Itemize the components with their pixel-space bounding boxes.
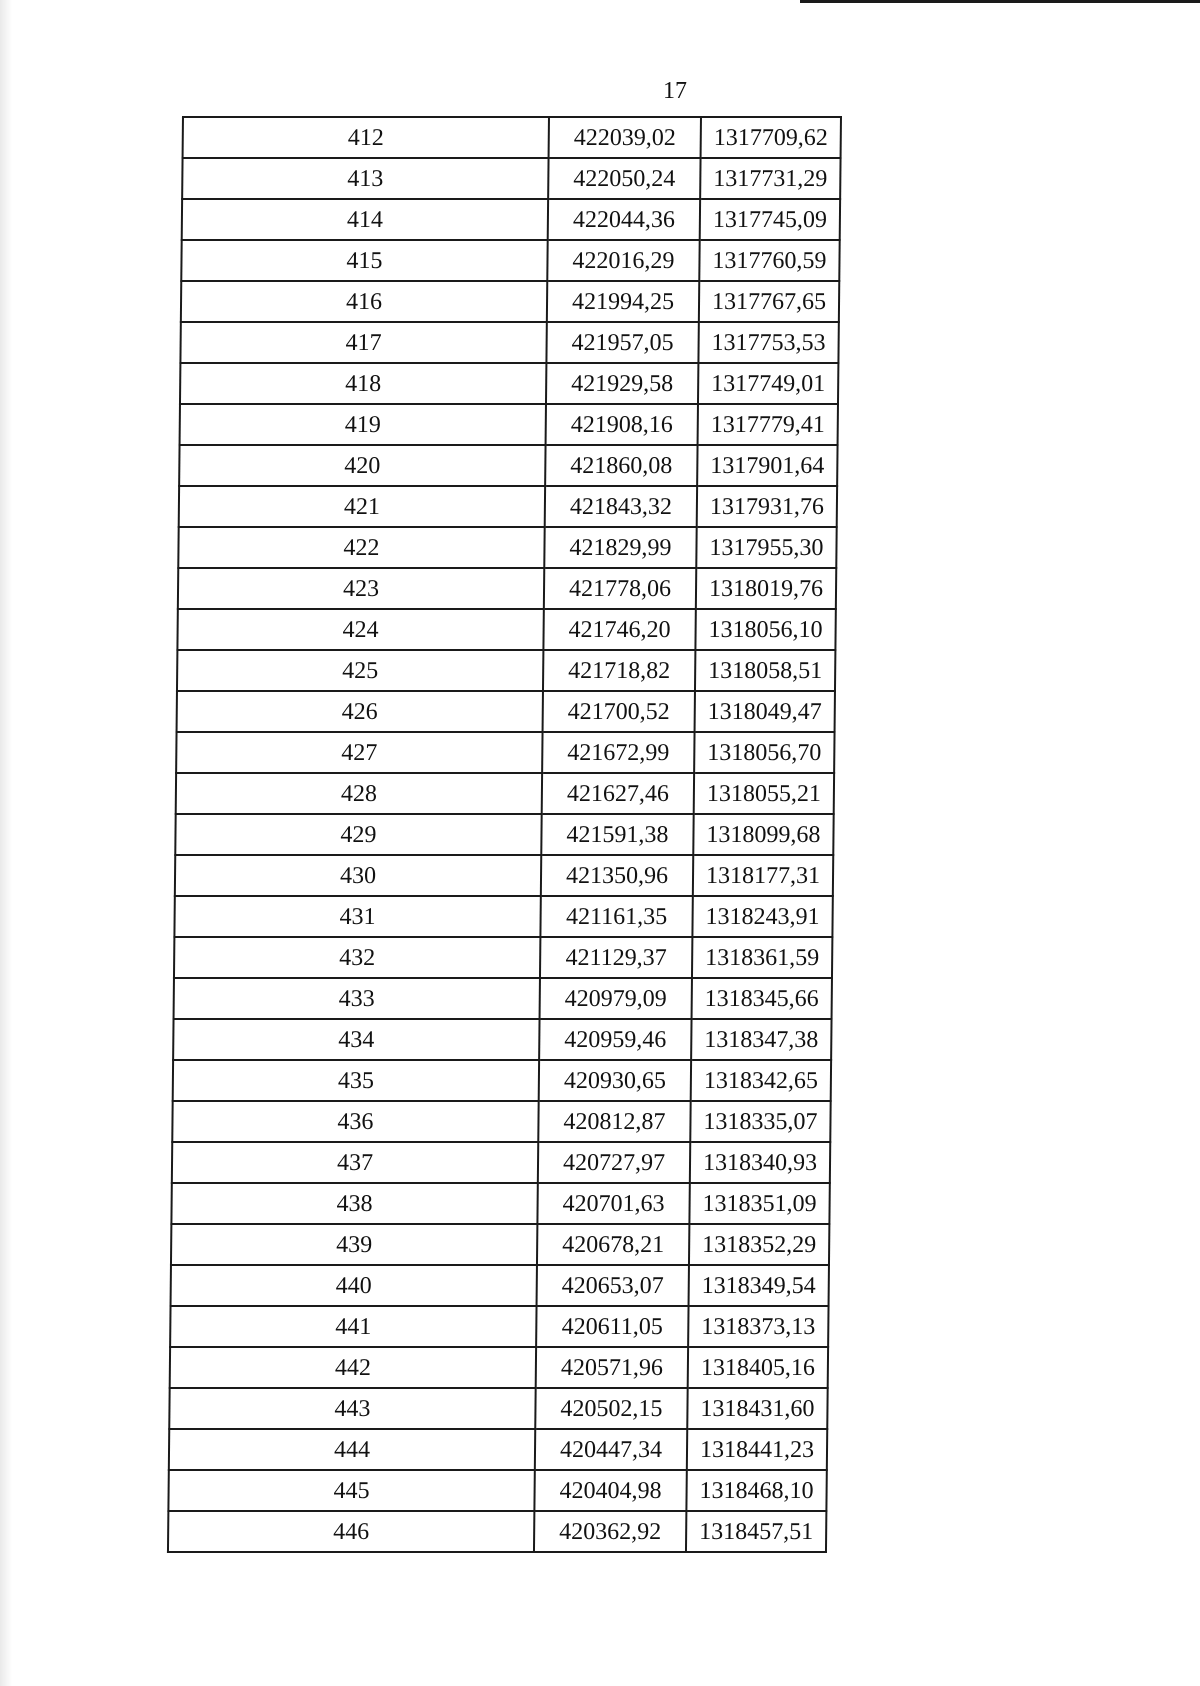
x-coordinate-cell: 421929,58 (546, 363, 698, 404)
table-row (168, 1511, 826, 1552)
y-coordinate-cell: 1318468,10 (686, 1470, 826, 1511)
point-number-cell: 425 (177, 650, 543, 691)
coordinates-table (167, 116, 842, 1553)
x-coordinate-cell: 420611,05 (536, 1306, 688, 1347)
point-number-cell: 435 (173, 1060, 539, 1101)
y-coordinate-cell: 1318352,29 (689, 1224, 829, 1265)
y-coordinate-cell: 1317760,59 (699, 240, 839, 281)
table-row (168, 1470, 826, 1511)
table-row (183, 117, 841, 158)
point-number-cell: 440 (171, 1265, 537, 1306)
x-coordinate-cell: 420979,09 (540, 978, 692, 1019)
point-number-cell: 418 (180, 363, 546, 404)
point-number-cell: 436 (172, 1101, 538, 1142)
point-number-cell: 429 (175, 814, 541, 855)
y-coordinate-cell: 1318099,68 (693, 814, 833, 855)
x-coordinate-cell: 421129,37 (540, 937, 692, 978)
x-coordinate-cell: 421350,96 (541, 855, 693, 896)
table-row (172, 1142, 830, 1183)
table-row (179, 445, 837, 486)
point-number-cell: 446 (168, 1511, 534, 1552)
table-row (172, 1101, 830, 1142)
x-coordinate-cell: 421718,82 (543, 650, 695, 691)
y-coordinate-cell: 1318431,60 (687, 1388, 827, 1429)
y-coordinate-cell: 1318243,91 (692, 896, 832, 937)
y-coordinate-cell: 1318351,09 (689, 1183, 829, 1224)
y-coordinate-cell: 1317779,41 (698, 404, 838, 445)
x-coordinate-cell: 420502,15 (535, 1388, 687, 1429)
x-coordinate-cell: 420653,07 (537, 1265, 689, 1306)
y-coordinate-cell: 1317753,53 (698, 322, 838, 363)
y-coordinate-cell: 1317955,30 (696, 527, 836, 568)
x-coordinate-cell: 420447,34 (535, 1429, 687, 1470)
x-coordinate-cell: 421829,99 (544, 527, 696, 568)
point-number-cell: 413 (182, 158, 548, 199)
y-coordinate-cell: 1318056,10 (695, 609, 835, 650)
point-number-cell: 414 (182, 199, 548, 240)
x-coordinate-cell: 420362,92 (534, 1511, 686, 1552)
point-number-cell: 443 (169, 1388, 535, 1429)
point-number-cell: 415 (181, 240, 547, 281)
point-number-cell: 431 (174, 896, 540, 937)
x-coordinate-cell: 421746,20 (543, 609, 695, 650)
point-number-cell: 420 (179, 445, 545, 486)
x-coordinate-cell: 421843,32 (545, 486, 697, 527)
x-coordinate-cell: 420571,96 (536, 1347, 688, 1388)
y-coordinate-cell: 1318342,65 (691, 1060, 831, 1101)
table-row (169, 1429, 827, 1470)
point-number-cell: 424 (177, 609, 543, 650)
y-coordinate-cell: 1318019,76 (696, 568, 836, 609)
x-coordinate-cell: 420701,63 (537, 1183, 689, 1224)
x-coordinate-cell: 421994,25 (547, 281, 699, 322)
point-number-cell: 438 (171, 1183, 537, 1224)
point-number-cell: 433 (174, 978, 540, 1019)
y-coordinate-cell: 1318340,93 (690, 1142, 830, 1183)
point-number-cell: 419 (180, 404, 546, 445)
table-row (174, 937, 832, 978)
table-row (170, 1347, 828, 1388)
point-number-cell: 442 (170, 1347, 536, 1388)
table-row (174, 978, 832, 1019)
y-coordinate-cell: 1317901,64 (697, 445, 837, 486)
point-number-cell: 422 (178, 527, 544, 568)
y-coordinate-cell: 1317749,01 (698, 363, 838, 404)
point-number-cell: 421 (179, 486, 545, 527)
table-row (181, 281, 839, 322)
x-coordinate-cell: 420727,97 (538, 1142, 690, 1183)
x-coordinate-cell: 421700,52 (543, 691, 695, 732)
table-row (169, 1388, 827, 1429)
point-number-cell: 441 (170, 1306, 536, 1347)
x-coordinate-cell: 421672,99 (542, 732, 694, 773)
x-coordinate-cell: 420959,46 (539, 1019, 691, 1060)
table-row (171, 1224, 829, 1265)
y-coordinate-cell: 1318055,21 (694, 773, 834, 814)
table-row (178, 568, 836, 609)
y-coordinate-cell: 1317709,62 (701, 117, 841, 158)
y-coordinate-cell: 1317931,76 (697, 486, 837, 527)
y-coordinate-cell: 1318347,38 (691, 1019, 831, 1060)
y-coordinate-cell: 1318405,16 (688, 1347, 828, 1388)
table-row (175, 855, 833, 896)
point-number-cell: 445 (168, 1470, 534, 1511)
point-number-cell: 434 (173, 1019, 539, 1060)
x-coordinate-cell: 420930,65 (539, 1060, 691, 1101)
y-coordinate-cell: 1318058,51 (695, 650, 835, 691)
table-row (177, 650, 835, 691)
x-coordinate-cell: 421860,08 (545, 445, 697, 486)
x-coordinate-cell: 421778,06 (544, 568, 696, 609)
x-coordinate-cell: 421908,16 (546, 404, 698, 445)
point-number-cell: 432 (174, 937, 540, 978)
point-number-cell: 427 (176, 732, 542, 773)
table-row (171, 1265, 829, 1306)
table-row (177, 691, 835, 732)
coordinates-table-body (168, 117, 841, 1552)
y-coordinate-cell: 1317745,09 (700, 199, 840, 240)
x-coordinate-cell: 422016,29 (547, 240, 699, 281)
point-number-cell: 412 (183, 117, 549, 158)
table-row (171, 1183, 829, 1224)
table-row (182, 199, 840, 240)
page-number: 17 (663, 78, 687, 104)
top-rule (800, 0, 1200, 3)
x-coordinate-cell: 421957,05 (546, 322, 698, 363)
y-coordinate-cell: 1318361,59 (692, 937, 832, 978)
x-coordinate-cell: 420678,21 (537, 1224, 689, 1265)
x-coordinate-cell: 421591,38 (541, 814, 693, 855)
x-coordinate-cell: 422044,36 (548, 199, 700, 240)
table-row (170, 1306, 828, 1347)
table-row (181, 240, 839, 281)
x-coordinate-cell: 420812,87 (538, 1101, 690, 1142)
table-row (176, 732, 834, 773)
point-number-cell: 437 (172, 1142, 538, 1183)
table-row (180, 322, 838, 363)
table-row (180, 363, 838, 404)
table-row (178, 527, 836, 568)
table-row (177, 609, 835, 650)
x-coordinate-cell: 421161,35 (540, 896, 692, 937)
y-coordinate-cell: 1318349,54 (689, 1265, 829, 1306)
point-number-cell: 428 (176, 773, 542, 814)
y-coordinate-cell: 1318335,07 (690, 1101, 830, 1142)
table-row (175, 814, 833, 855)
table-row (182, 158, 840, 199)
y-coordinate-cell: 1318457,51 (686, 1511, 826, 1552)
y-coordinate-cell: 1318056,70 (694, 732, 834, 773)
y-coordinate-cell: 1317767,65 (699, 281, 839, 322)
x-coordinate-cell: 421627,46 (542, 773, 694, 814)
x-coordinate-cell: 422050,24 (548, 158, 700, 199)
point-number-cell: 426 (177, 691, 543, 732)
table-row (176, 773, 834, 814)
y-coordinate-cell: 1318373,13 (688, 1306, 828, 1347)
table-row (174, 896, 832, 937)
x-coordinate-cell: 420404,98 (534, 1470, 686, 1511)
y-coordinate-cell: 1318177,31 (693, 855, 833, 896)
table-row (173, 1060, 831, 1101)
point-number-cell: 444 (169, 1429, 535, 1470)
table-row (173, 1019, 831, 1060)
point-number-cell: 416 (181, 281, 547, 322)
y-coordinate-cell: 1318049,47 (695, 691, 835, 732)
table-row (179, 486, 837, 527)
y-coordinate-cell: 1317731,29 (700, 158, 840, 199)
point-number-cell: 417 (180, 322, 546, 363)
table-row (180, 404, 838, 445)
y-coordinate-cell: 1318345,66 (692, 978, 832, 1019)
scan-edge (0, 0, 12, 1686)
y-coordinate-cell: 1318441,23 (687, 1429, 827, 1470)
x-coordinate-cell: 422039,02 (549, 117, 701, 158)
point-number-cell: 439 (171, 1224, 537, 1265)
point-number-cell: 423 (178, 568, 544, 609)
point-number-cell: 430 (175, 855, 541, 896)
